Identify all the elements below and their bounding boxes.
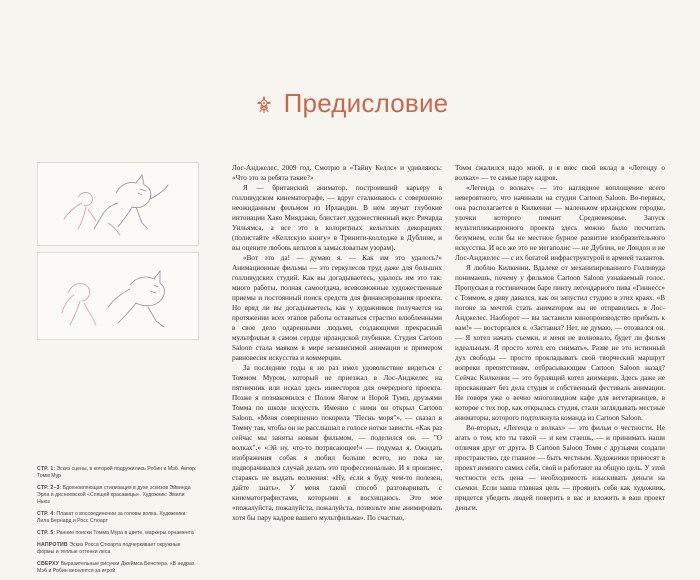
caption-2-key: СТР. 2–3 xyxy=(37,485,60,491)
paragraph: Я люблю Килкенни. Вдалеке от механизированного Голливуда понимаешь, почему у фильмов Cartoon Saloon узнаваемый голос. Пропуская в гостиничном баре пинту легендарного пива «Гиннесс» с Томмом, я диву давался, как он запустил студию в этих краях. «В погоне за мечтой стать аниматором вы не отправились в Лос-Анджелес. Наоборот — вы заставили кинопроизводство прибыть к вам!» — восторгался я. «Заставил? Нет, не думаю, — отозвался он. — Я хотел начать съемки, и меня не волновало, будет ли фильм идеальным. Я просто хотел его снимать». Разве не это истинный дух свободы — просто прокладывать свой творческий маршрут вопреки препятствиям, отбрасывающим Cartoon Saloon назад? Сейчас Килкенни — это бурлящий котел анимации. Здесь даже не проскакивает без дела студия и собственный фестиваль анимации. Не говоря уже о вечно многолюдном кафе для вегетарианцев, в которое с тех пор, как открылась студия, стали заглядывать местные аниматоры, которого подтолкнула команда из Cartoon Saloon. xyxy=(455,264,665,422)
paragraph: За последние годы я не раз имел удовольствие видеться с Томмом Муром, который не приезжал в Лос-Анджелес на пятничник или искал здесь инвесторов для очередного проекта. Позже я познакомился с Полом Янгом и Норой Тумп, друзьями Томма по школе искусств. Именно с ними он открыл Cartoon Saloon. «Меня совершенно покорила "Песнь моря"», — сказал я Томму так, чтобы он не расслышал в голосе нотки зависти. «Как раз сейчас мы заняты новым фильмом, — поделился он. — "О волках".» «Эй ну, что-то потрясающее!» — подумал я. Ожидать изображения собак я любил больше всего, но пока не подворачивался случай делать это профессионально. И я произнес, стараясь не выдать волнения: «Ну, если я буду чем-то полезен, дайте знать». У меня такой способ разговаривать с кинематографистами, которыми я восхищаюсь. Это мое «пожалуйста, пожалуйста, пожалуйста, позвольте мне анимировать хотя бы пару кадров вашего мультфильма». По счастью, xyxy=(232,364,442,522)
caption-4-text: Ранние поиски Томма Мура в цвете, маркеры орнамента xyxy=(56,530,194,536)
caption-3-text: Плакат о воссоединении за головы волка. Художники: Лила Бернард и Росс Стюарт xyxy=(37,511,187,524)
caption-3-key: СТР. 4 xyxy=(37,511,54,517)
caption-1-key: СТР. 1 xyxy=(37,466,54,472)
paragraph: Лос-Анджелес, 2009 год. Смотрю в «Тайну Келлс» и удивляюсь: «Что это за ребята такие?» xyxy=(232,164,442,182)
caption-6-text: Выразительные рисунки Джеймса Бенстера. «В недрах Мэб и Робин веселятся за игрой xyxy=(37,561,195,574)
floral-ornament-icon xyxy=(252,92,276,116)
text-column-left xyxy=(232,163,442,523)
paragraph: «Вот это да! — думаю я. — Как им это удалось?» Анимационные фильмы — это геркулесов труд даже для больших голливудских студий. Как вы догадываетесь, удалось им это так: много работы, полная самоотдача, всевозможные художественные приемы и постоянный поиск средств для финансирования проекта. Но вряд ли вы догадываетесь, как у художников получается на протяжении всех этапов работы оставаться страстно влюбленными в свое дело одаренными людьми, создающими прекрасный мультфильм в самом сердце ирландской глубинки. Студия Cartoon Saloon стала маяком в мире независимой анимации и примером равновесия искусства и коммерции. xyxy=(232,254,442,362)
caption-2: СТР. 2–3: Вдохновляющая стилизация в духе эскизов Эйвинда Эрла и диснеевской «Спящей красавицы». Художник: Эмили Ньюз xyxy=(37,485,191,505)
chapter-header xyxy=(0,88,700,121)
paragraph: Во-вторых, «Легенда о волках» — это фильм о честности. Не агать о том, кто ты такой — и кем стаешь, — и принимать наши отличия друг от друга. В Cartoon Saloon Томм с друзьями создали пространство, где главное — быть честным. Художники приносят в проект немного самих себя, свой и работают на общую цель. У этой честности есть цена — необходимость изыскивать деньги на съемки. Если наша главная цель — проявить себя как художник, придется убедить людей поверить в вас и вложить в ваш проект деньги. xyxy=(455,424,665,512)
caption-2-text: Вдохновляющая стилизация в духе эскизов Эйвинда Эрла и диснеевской «Спящей красавицы». Художник: Эмили Ньюз xyxy=(37,485,191,505)
caption-5-text: Эскиз Росса Стюарта подчеркивает окружные формы и теплые оттенки леса xyxy=(37,542,181,555)
title-wrap xyxy=(252,88,449,119)
caption-4: СТР. 5: Ранние поиски Томма Мура в цвете, маркеры орнамента xyxy=(37,530,194,536)
wolf-girl-sketch-drawing xyxy=(38,253,198,339)
caption-3: СТР. 4: Плакат о воссоединении за головы волка. Художники: Лила Бернард и Росс Стюарт xyxy=(37,511,187,524)
caption-1: СТР. 1: Эскиз сцены, в которой подружились Робин и Мэб. Автор: Томм Мур xyxy=(37,466,197,479)
caption-5-key: НАПРОТИВ xyxy=(37,542,68,548)
caption-6 xyxy=(37,561,197,575)
page-title: Предисловие xyxy=(283,88,449,118)
caption-6-key: СВЕРХУ xyxy=(37,561,60,567)
caption-1-text: Эскиз сцены, в которой подружились Робин и Мэб. Автор: Томм Мур xyxy=(37,466,197,479)
caption-5 xyxy=(37,542,197,556)
paragraph: «Легенда о волках» — это наглядное воплощение всего невероятного, что начинали на студии Cartoon Saloon. Во-первых, она располагается в Килкенни — маленьком ирландском городке, улочки которого помнит Средневековье. Запуск мультипликационного проекта здесь можно было посчитать безумием, если бы не местное бурное развитие изобразительного искусства. И все же это не мегаполис — не Дублин, не Лондон и не Лос-Анджелес — с их богатой инфраструктурой и армией талантов. xyxy=(455,184,665,262)
sketch-image-robyn-mebh xyxy=(37,162,199,246)
caption-4-key: СТР. 5 xyxy=(37,530,54,536)
paragraph: Я — британский аниматор, построивший карьеру в голливудском кинематографе, — вдруг сталкиваюсь с совершенно неожиданным фильмом из Ирландии. В нем звучат глубокие интонации Хаяо Миядзаки, блистает художественный вкус Ричарда Уильямса, а все это в колоритных кельтских декорациях (полистайте «Келлскую книгу» в Тринити-колледже в Дублине, и вы оцените любовь кельтов к замысловатым узорам). xyxy=(232,184,442,252)
wolf-sketch-drawing xyxy=(38,163,198,245)
image-captions xyxy=(37,466,197,580)
paragraph: Томм сжалился надо мной, и я внес свой вклад в «Легенду о волках» — те самые пару кадров. xyxy=(455,164,665,182)
text-column-right xyxy=(455,163,665,513)
sketch-image-wolves xyxy=(37,252,199,340)
